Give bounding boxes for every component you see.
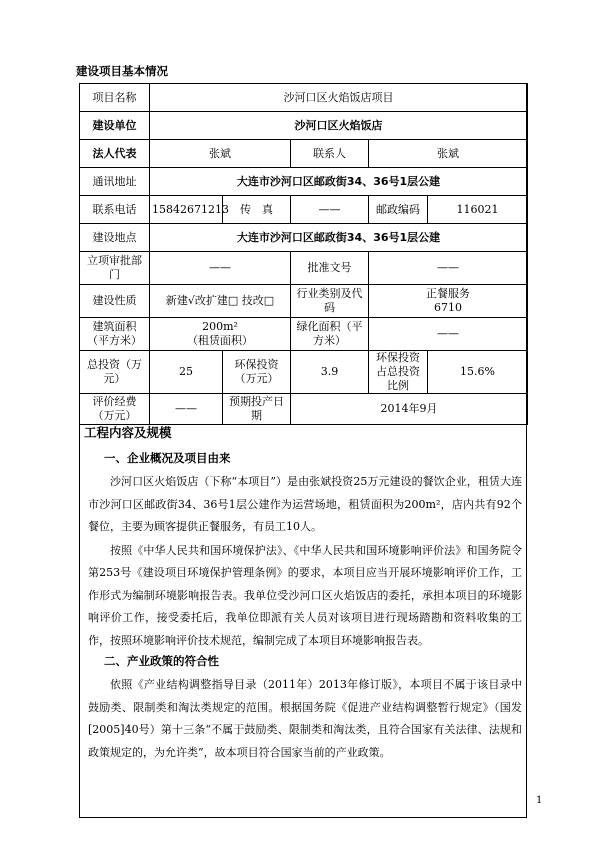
- eval-fee-label: 评价经费（万元）: [80, 394, 150, 425]
- eval-fee-value: ——: [150, 394, 223, 425]
- industry-value: [369, 285, 528, 318]
- start-value: 2014年9月: [291, 394, 528, 425]
- green-label: 绿化面积（平方米）: [291, 318, 369, 351]
- legal-rep-value: 张斌: [150, 140, 291, 168]
- env-invest-value: 3.9: [291, 351, 369, 394]
- ratio-label: 环保投资占总投资比例: [369, 351, 428, 394]
- approval-dept-label: 立项审批部门: [80, 252, 150, 285]
- content-title: 工程内容及规模: [84, 425, 172, 440]
- green-value: ——: [369, 318, 528, 351]
- nature-value: 新建√改扩建□ 技改□: [150, 285, 291, 318]
- nature-label: 建设性质: [80, 285, 150, 318]
- basic-info-table: [79, 83, 528, 425]
- site-value: 大连市沙河口区邮政街34、36号1层公建: [150, 224, 528, 252]
- table-row: [80, 196, 528, 224]
- site-label: 建设地点: [80, 224, 150, 252]
- approval-no-label: 批准文号: [291, 252, 369, 285]
- phone-label: 联系电话: [80, 196, 150, 224]
- invest-value: 25: [150, 351, 223, 394]
- table-row: [80, 252, 528, 285]
- industry-code: 6710: [434, 301, 463, 314]
- table-row: [80, 112, 528, 140]
- phone-value: 15842671213: [150, 196, 223, 224]
- contact-label: 联系人: [291, 140, 369, 168]
- table-row: [80, 351, 528, 394]
- subsection-title: 二、产业政策的符合性: [104, 654, 219, 668]
- page-number: 1: [536, 795, 543, 806]
- postcode-value: 116021: [428, 196, 528, 224]
- table-row: [80, 394, 528, 425]
- table-row: [80, 224, 528, 252]
- industry-name: 正餐服务: [426, 287, 471, 300]
- table-row: [80, 318, 528, 351]
- paragraph: 按照《中华人民共和国环境保护法》、《中华人民共和国环境影响评价法》和国务院令第253号《建设项目环境保护管理条例》的要求，本项目应当开展环境影响评价工作，工作形式为编制环境影响报告表。我单位受沙河口区火焰饭店的委托，承担本项目的环境影响评价工作，接受委托后，我单位即派有关人员对该项目进行现场踏勘和资料收集的工作，按照环境影响评价技术规范，编制完成了本项目环境影响报告表。: [88, 543, 522, 647]
- industry-label: 行业类别及代码: [291, 285, 369, 318]
- unit-label: 建设单位: [80, 112, 150, 140]
- paragraph: 沙河口区火焰饭店（下称“本项目”）是由张斌投资25万元建设的餐饮企业，租赁大连市沙河口区邮政街34、36号1层公建作为运营场地，租赁面积为200m²，店内共有92个餐位，主要为顾客提供正餐服务，有员工10人。: [88, 475, 522, 533]
- subsection-title: 一、企业概况及项目由来: [104, 451, 231, 465]
- legal-rep-label: 法人代表: [80, 140, 150, 168]
- table-row: [80, 168, 528, 196]
- address-value: 大连市沙河口区邮政街34、36号1层公建: [150, 168, 528, 196]
- page-title: 建设项目基本情况: [76, 64, 168, 78]
- project-content-section: [82, 423, 522, 765]
- unit-value: 沙河口区火焰饭店: [150, 112, 528, 140]
- invest-label: 总投资（万元）: [80, 351, 150, 394]
- area-value: [150, 318, 291, 351]
- env-invest-label: 环保投资（万元）: [223, 351, 291, 394]
- project-name-label: 项目名称: [80, 84, 150, 112]
- approval-no-value: ——: [369, 252, 528, 285]
- postcode-label: 邮政编码: [369, 196, 428, 224]
- fax-value: ——: [291, 196, 369, 224]
- start-label: 预期投产日期: [223, 394, 291, 425]
- table-row: [80, 84, 528, 112]
- table-row: [80, 285, 528, 318]
- table-row: [80, 140, 528, 168]
- area-note: （租赁面积）: [187, 334, 253, 347]
- ratio-value: 15.6%: [428, 351, 528, 394]
- area-amount: 200m²: [202, 320, 238, 333]
- paragraph: 依照《产业结构调整指导目录（2011年）2013年修订版》，本项目不属于该目录中鼓励类、限制类和淘汰类规定的范围。根据国务院《促进产业结构调整暂行规定》（国发[2005]40号）第十三条“不属于鼓励类、限制类和淘汰类，且符合国家有关法律、法规和政策规定的，为允许类”，故本项目符合国家当前的产业政策。: [88, 678, 522, 759]
- address-label: 通讯地址: [80, 168, 150, 196]
- fax-label: 传 真: [223, 196, 291, 224]
- contact-value: 张斌: [369, 140, 528, 168]
- project-name-value: 沙河口区火焰饭店项目: [150, 84, 528, 112]
- approval-dept-value: ——: [150, 252, 291, 285]
- area-label: 建筑面积（平方米）: [80, 318, 150, 351]
